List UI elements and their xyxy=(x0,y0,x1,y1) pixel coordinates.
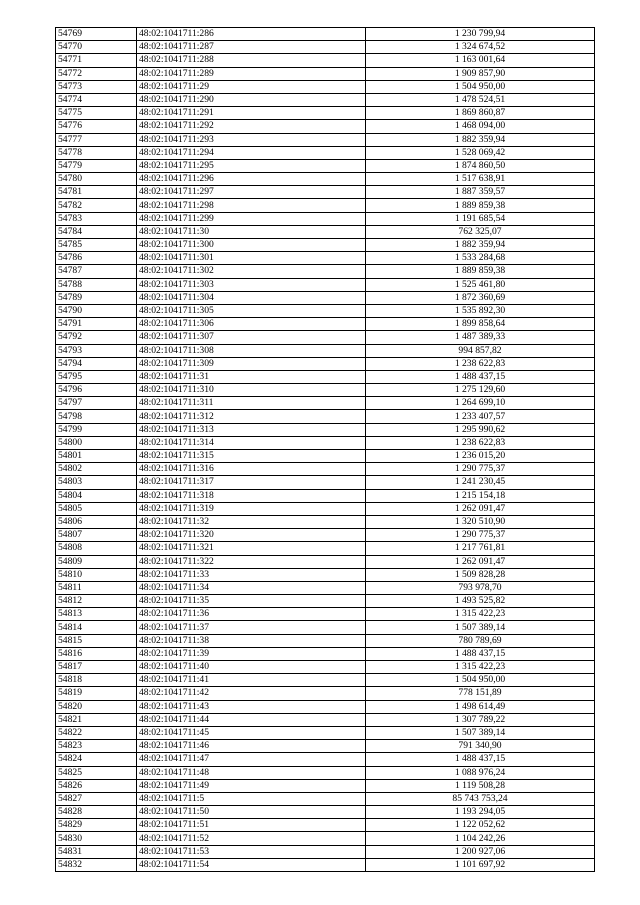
row-number-cell: 54832 xyxy=(56,858,137,871)
cadastral-number-cell: 48:02:1041711:300 xyxy=(137,239,366,252)
cadastral-number-cell: 48:02:1041711:288 xyxy=(137,54,366,67)
cadastral-value-cell: 793 978,70 xyxy=(366,581,595,594)
cadastral-number-cell: 48:02:1041711:44 xyxy=(137,713,366,726)
cadastral-value-cell: 1 887 359,57 xyxy=(366,186,595,199)
table-row xyxy=(56,845,595,858)
cadastral-number-cell: 48:02:1041711:306 xyxy=(137,318,366,331)
row-number-cell: 54777 xyxy=(56,133,137,146)
table-row xyxy=(56,318,595,331)
cadastral-value-cell: 1 889 859,38 xyxy=(366,265,595,278)
cadastral-number-cell: 48:02:1041711:292 xyxy=(137,120,366,133)
table-row xyxy=(56,687,595,700)
cadastral-value-cell: 1 468 094,00 xyxy=(366,120,595,133)
row-number-cell: 54797 xyxy=(56,397,137,410)
cadastral-number-cell: 48:02:1041711:286 xyxy=(137,28,366,41)
table-row xyxy=(56,252,595,265)
table-row xyxy=(56,93,595,106)
cadastral-value-cell: 1 493 525,82 xyxy=(366,595,595,608)
table-row xyxy=(56,647,595,660)
cadastral-number-cell: 48:02:1041711:294 xyxy=(137,146,366,159)
table-row xyxy=(56,700,595,713)
cadastral-number-cell: 48:02:1041711:38 xyxy=(137,634,366,647)
table-row xyxy=(56,450,595,463)
cadastral-value-cell: 1 909 857,90 xyxy=(366,67,595,80)
cadastral-value-cell: 1 882 359,94 xyxy=(366,133,595,146)
row-number-cell: 54827 xyxy=(56,792,137,805)
row-number-cell: 54828 xyxy=(56,806,137,819)
row-number-cell: 54818 xyxy=(56,674,137,687)
row-number-cell: 54789 xyxy=(56,291,137,304)
cadastral-number-cell: 48:02:1041711:301 xyxy=(137,252,366,265)
cadastral-number-cell: 48:02:1041711:30 xyxy=(137,225,366,238)
table-row xyxy=(56,225,595,238)
cadastral-number-cell: 48:02:1041711:5 xyxy=(137,792,366,805)
table-row xyxy=(56,555,595,568)
cadastral-number-cell: 48:02:1041711:34 xyxy=(137,581,366,594)
cadastral-value-cell: 1 528 069,42 xyxy=(366,146,595,159)
cadastral-value-cell: 1 507 389,14 xyxy=(366,621,595,634)
table-row xyxy=(56,304,595,317)
table-row xyxy=(56,212,595,225)
cadastral-number-cell: 48:02:1041711:304 xyxy=(137,291,366,304)
cadastral-value-cell: 994 857,82 xyxy=(366,344,595,357)
table-row xyxy=(56,265,595,278)
table-row xyxy=(56,278,595,291)
cadastral-number-cell: 48:02:1041711:29 xyxy=(137,80,366,93)
table-row xyxy=(56,608,595,621)
row-number-cell: 54807 xyxy=(56,529,137,542)
cadastral-value-cell: 1 872 360,69 xyxy=(366,291,595,304)
cadastral-number-cell: 48:02:1041711:39 xyxy=(137,647,366,660)
cadastral-number-cell: 48:02:1041711:54 xyxy=(137,858,366,871)
table-row xyxy=(56,819,595,832)
cadastral-number-cell: 48:02:1041711:307 xyxy=(137,331,366,344)
row-number-cell: 54805 xyxy=(56,502,137,515)
cadastral-value-cell: 1 488 437,15 xyxy=(366,647,595,660)
row-number-cell: 54825 xyxy=(56,766,137,779)
cadastral-value-cell: 1 533 284,68 xyxy=(366,252,595,265)
cadastral-number-cell: 48:02:1041711:47 xyxy=(137,753,366,766)
cadastral-value-cell: 1 217 761,81 xyxy=(366,542,595,555)
cadastral-value-cell: 780 789,69 xyxy=(366,634,595,647)
cadastral-value-cell: 1 122 052,62 xyxy=(366,819,595,832)
table-row xyxy=(56,792,595,805)
cadastral-value-cell: 1 478 524,51 xyxy=(366,93,595,106)
table-row xyxy=(56,726,595,739)
row-number-cell: 54815 xyxy=(56,634,137,647)
cadastral-value-cell: 1 290 775,37 xyxy=(366,463,595,476)
row-number-cell: 54771 xyxy=(56,54,137,67)
row-number-cell: 54778 xyxy=(56,146,137,159)
cadastral-number-cell: 48:02:1041711:291 xyxy=(137,107,366,120)
table-row xyxy=(56,107,595,120)
cadastral-number-cell: 48:02:1041711:49 xyxy=(137,779,366,792)
cadastral-number-cell: 48:02:1041711:320 xyxy=(137,529,366,542)
table-row xyxy=(56,581,595,594)
cadastral-number-cell: 48:02:1041711:319 xyxy=(137,502,366,515)
cadastral-number-cell: 48:02:1041711:52 xyxy=(137,832,366,845)
row-number-cell: 54811 xyxy=(56,581,137,594)
cadastral-number-cell: 48:02:1041711:293 xyxy=(137,133,366,146)
cadastral-number-cell: 48:02:1041711:36 xyxy=(137,608,366,621)
row-number-cell: 54791 xyxy=(56,318,137,331)
row-number-cell: 54794 xyxy=(56,357,137,370)
table-row xyxy=(56,54,595,67)
cadastral-number-cell: 48:02:1041711:308 xyxy=(137,344,366,357)
cadastral-number-cell: 48:02:1041711:298 xyxy=(137,199,366,212)
cadastral-number-cell: 48:02:1041711:317 xyxy=(137,476,366,489)
cadastral-value-cell: 1 507 389,14 xyxy=(366,726,595,739)
cadastral-value-cell: 85 743 753,24 xyxy=(366,792,595,805)
cadastral-value-cell: 1 504 950,00 xyxy=(366,80,595,93)
cadastral-value-table xyxy=(55,27,595,872)
cadastral-value-cell: 1 889 859,38 xyxy=(366,199,595,212)
cadastral-value-cell: 1 324 674,52 xyxy=(366,41,595,54)
row-number-cell: 54779 xyxy=(56,159,137,172)
table-row xyxy=(56,568,595,581)
table-row xyxy=(56,397,595,410)
table-row xyxy=(56,331,595,344)
cadastral-value-cell: 1 488 437,15 xyxy=(366,370,595,383)
table-row xyxy=(56,28,595,41)
cadastral-number-cell: 48:02:1041711:51 xyxy=(137,819,366,832)
row-number-cell: 54804 xyxy=(56,489,137,502)
table-row xyxy=(56,423,595,436)
cadastral-value-cell: 1 320 510,90 xyxy=(366,515,595,528)
cadastral-value-cell: 1 275 129,60 xyxy=(366,384,595,397)
table-row xyxy=(56,463,595,476)
row-number-cell: 54785 xyxy=(56,239,137,252)
cadastral-value-cell: 1 882 359,94 xyxy=(366,239,595,252)
cadastral-value-cell: 1 163 001,64 xyxy=(366,54,595,67)
cadastral-value-cell: 1 262 091,47 xyxy=(366,555,595,568)
table-row xyxy=(56,199,595,212)
cadastral-value-table-container xyxy=(55,27,595,872)
table-row xyxy=(56,476,595,489)
table-row xyxy=(56,502,595,515)
row-number-cell: 54790 xyxy=(56,304,137,317)
cadastral-number-cell: 48:02:1041711:295 xyxy=(137,159,366,172)
cadastral-number-cell: 48:02:1041711:41 xyxy=(137,674,366,687)
row-number-cell: 54787 xyxy=(56,265,137,278)
row-number-cell: 54806 xyxy=(56,515,137,528)
cadastral-number-cell: 48:02:1041711:314 xyxy=(137,436,366,449)
cadastral-number-cell: 48:02:1041711:40 xyxy=(137,661,366,674)
table-row xyxy=(56,621,595,634)
row-number-cell: 54786 xyxy=(56,252,137,265)
row-number-cell: 54792 xyxy=(56,331,137,344)
row-number-cell: 54822 xyxy=(56,726,137,739)
table-row xyxy=(56,661,595,674)
cadastral-value-cell: 1 238 622,83 xyxy=(366,357,595,370)
row-number-cell: 54776 xyxy=(56,120,137,133)
cadastral-value-cell: 1 488 437,15 xyxy=(366,753,595,766)
row-number-cell: 54775 xyxy=(56,107,137,120)
row-number-cell: 54826 xyxy=(56,779,137,792)
cadastral-number-cell: 48:02:1041711:312 xyxy=(137,410,366,423)
cadastral-value-cell: 1 315 422,23 xyxy=(366,608,595,621)
row-number-cell: 54800 xyxy=(56,436,137,449)
cadastral-value-cell: 1 315 422,23 xyxy=(366,661,595,674)
table-row xyxy=(56,410,595,423)
table-row xyxy=(56,595,595,608)
row-number-cell: 54802 xyxy=(56,463,137,476)
table-row xyxy=(56,634,595,647)
cadastral-number-cell: 48:02:1041711:32 xyxy=(137,515,366,528)
table-row xyxy=(56,146,595,159)
table-row xyxy=(56,370,595,383)
row-number-cell: 54781 xyxy=(56,186,137,199)
row-number-cell: 54820 xyxy=(56,700,137,713)
row-number-cell: 54817 xyxy=(56,661,137,674)
cadastral-value-cell: 1 264 699,10 xyxy=(366,397,595,410)
table-row xyxy=(56,67,595,80)
cadastral-value-cell: 1 238 622,83 xyxy=(366,436,595,449)
cadastral-value-cell: 1 899 858,64 xyxy=(366,318,595,331)
row-number-cell: 54813 xyxy=(56,608,137,621)
row-number-cell: 54798 xyxy=(56,410,137,423)
cadastral-value-cell: 1 200 927,06 xyxy=(366,845,595,858)
cadastral-value-cell: 1 874 860,50 xyxy=(366,159,595,172)
row-number-cell: 54793 xyxy=(56,344,137,357)
row-number-cell: 54816 xyxy=(56,647,137,660)
table-row xyxy=(56,674,595,687)
table-row xyxy=(56,133,595,146)
row-number-cell: 54784 xyxy=(56,225,137,238)
table-row xyxy=(56,159,595,172)
cadastral-value-cell: 1 295 990,62 xyxy=(366,423,595,436)
cadastral-value-cell: 1 191 685,54 xyxy=(366,212,595,225)
table-row xyxy=(56,41,595,54)
cadastral-value-cell: 1 236 015,20 xyxy=(366,450,595,463)
row-number-cell: 54809 xyxy=(56,555,137,568)
cadastral-value-cell: 1 525 461,80 xyxy=(366,278,595,291)
row-number-cell: 54803 xyxy=(56,476,137,489)
row-number-cell: 54831 xyxy=(56,845,137,858)
cadastral-value-cell: 1 498 614,49 xyxy=(366,700,595,713)
cadastral-value-cell: 1 262 091,47 xyxy=(366,502,595,515)
row-number-cell: 54823 xyxy=(56,740,137,753)
row-number-cell: 54782 xyxy=(56,199,137,212)
table-row xyxy=(56,806,595,819)
cadastral-value-cell: 1 535 892,30 xyxy=(366,304,595,317)
cadastral-number-cell: 48:02:1041711:50 xyxy=(137,806,366,819)
row-number-cell: 54819 xyxy=(56,687,137,700)
cadastral-value-cell: 1 504 950,00 xyxy=(366,674,595,687)
table-row xyxy=(56,120,595,133)
cadastral-value-cell: 1 215 154,18 xyxy=(366,489,595,502)
row-number-cell: 54773 xyxy=(56,80,137,93)
cadastral-value-cell: 1 517 638,91 xyxy=(366,173,595,186)
cadastral-number-cell: 48:02:1041711:31 xyxy=(137,370,366,383)
table-row xyxy=(56,713,595,726)
cadastral-number-cell: 48:02:1041711:299 xyxy=(137,212,366,225)
cadastral-number-cell: 48:02:1041711:321 xyxy=(137,542,366,555)
row-number-cell: 54770 xyxy=(56,41,137,54)
cadastral-value-cell: 1 509 828,28 xyxy=(366,568,595,581)
cadastral-number-cell: 48:02:1041711:296 xyxy=(137,173,366,186)
table-row xyxy=(56,832,595,845)
table-row xyxy=(56,436,595,449)
cadastral-value-cell: 1 104 242,26 xyxy=(366,832,595,845)
table-row xyxy=(56,542,595,555)
table-row xyxy=(56,753,595,766)
row-number-cell: 54810 xyxy=(56,568,137,581)
cadastral-number-cell: 48:02:1041711:289 xyxy=(137,67,366,80)
cadastral-value-cell: 778 151,89 xyxy=(366,687,595,700)
cadastral-value-cell: 1 307 789,22 xyxy=(366,713,595,726)
cadastral-value-cell: 1 241 230,45 xyxy=(366,476,595,489)
row-number-cell: 54801 xyxy=(56,450,137,463)
table-row xyxy=(56,173,595,186)
cadastral-value-cell: 1 233 407,57 xyxy=(366,410,595,423)
cadastral-number-cell: 48:02:1041711:309 xyxy=(137,357,366,370)
cadastral-number-cell: 48:02:1041711:310 xyxy=(137,384,366,397)
cadastral-number-cell: 48:02:1041711:53 xyxy=(137,845,366,858)
row-number-cell: 54821 xyxy=(56,713,137,726)
cadastral-number-cell: 48:02:1041711:290 xyxy=(137,93,366,106)
table-row xyxy=(56,186,595,199)
table-row xyxy=(56,384,595,397)
cadastral-value-cell: 1 088 976,24 xyxy=(366,766,595,779)
cadastral-value-cell: 1 101 697,92 xyxy=(366,858,595,871)
cadastral-value-cell: 1 119 508,28 xyxy=(366,779,595,792)
cadastral-number-cell: 48:02:1041711:313 xyxy=(137,423,366,436)
cadastral-number-cell: 48:02:1041711:37 xyxy=(137,621,366,634)
cadastral-number-cell: 48:02:1041711:35 xyxy=(137,595,366,608)
table-row xyxy=(56,766,595,779)
row-number-cell: 54808 xyxy=(56,542,137,555)
table-row xyxy=(56,239,595,252)
table-row xyxy=(56,529,595,542)
table-row xyxy=(56,740,595,753)
row-number-cell: 54783 xyxy=(56,212,137,225)
cadastral-number-cell: 48:02:1041711:43 xyxy=(137,700,366,713)
table-row xyxy=(56,779,595,792)
cadastral-number-cell: 48:02:1041711:316 xyxy=(137,463,366,476)
table-row xyxy=(56,489,595,502)
table-body xyxy=(56,28,595,872)
cadastral-number-cell: 48:02:1041711:48 xyxy=(137,766,366,779)
cadastral-number-cell: 48:02:1041711:318 xyxy=(137,489,366,502)
row-number-cell: 54769 xyxy=(56,28,137,41)
table-row xyxy=(56,80,595,93)
cadastral-value-cell: 1 869 860,87 xyxy=(366,107,595,120)
cadastral-number-cell: 48:02:1041711:311 xyxy=(137,397,366,410)
cadastral-number-cell: 48:02:1041711:322 xyxy=(137,555,366,568)
table-row xyxy=(56,344,595,357)
cadastral-number-cell: 48:02:1041711:305 xyxy=(137,304,366,317)
cadastral-value-cell: 762 325,07 xyxy=(366,225,595,238)
row-number-cell: 54796 xyxy=(56,384,137,397)
row-number-cell: 54812 xyxy=(56,595,137,608)
table-row xyxy=(56,357,595,370)
cadastral-value-cell: 1 290 775,37 xyxy=(366,529,595,542)
cadastral-value-cell: 1 487 389,33 xyxy=(366,331,595,344)
row-number-cell: 54772 xyxy=(56,67,137,80)
cadastral-number-cell: 48:02:1041711:42 xyxy=(137,687,366,700)
cadastral-number-cell: 48:02:1041711:46 xyxy=(137,740,366,753)
cadastral-value-cell: 791 340,90 xyxy=(366,740,595,753)
row-number-cell: 54774 xyxy=(56,93,137,106)
row-number-cell: 54830 xyxy=(56,832,137,845)
cadastral-number-cell: 48:02:1041711:302 xyxy=(137,265,366,278)
cadastral-number-cell: 48:02:1041711:303 xyxy=(137,278,366,291)
cadastral-number-cell: 48:02:1041711:33 xyxy=(137,568,366,581)
cadastral-number-cell: 48:02:1041711:287 xyxy=(137,41,366,54)
row-number-cell: 54795 xyxy=(56,370,137,383)
table-row xyxy=(56,858,595,871)
cadastral-number-cell: 48:02:1041711:297 xyxy=(137,186,366,199)
cadastral-value-cell: 1 230 799,94 xyxy=(366,28,595,41)
row-number-cell: 54799 xyxy=(56,423,137,436)
row-number-cell: 54780 xyxy=(56,173,137,186)
cadastral-number-cell: 48:02:1041711:315 xyxy=(137,450,366,463)
cadastral-number-cell: 48:02:1041711:45 xyxy=(137,726,366,739)
table-row xyxy=(56,515,595,528)
row-number-cell: 54829 xyxy=(56,819,137,832)
row-number-cell: 54788 xyxy=(56,278,137,291)
row-number-cell: 54824 xyxy=(56,753,137,766)
table-row xyxy=(56,291,595,304)
row-number-cell: 54814 xyxy=(56,621,137,634)
cadastral-value-cell: 1 193 294,05 xyxy=(366,806,595,819)
